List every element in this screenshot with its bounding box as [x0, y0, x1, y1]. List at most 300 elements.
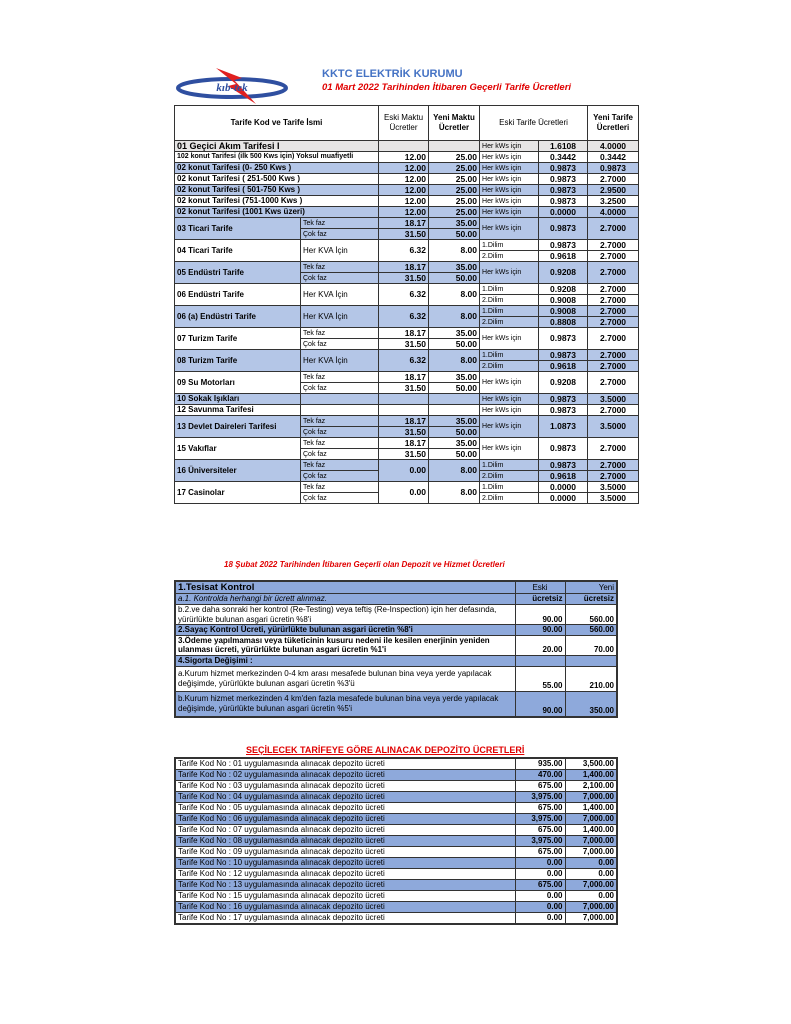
- phase-label: Çok faz: [301, 339, 379, 350]
- kibtek-logo: [176, 66, 288, 106]
- tariff-row: [175, 152, 639, 163]
- old-fee: 90.00: [515, 625, 565, 636]
- rate-tier: 1.Dilim: [480, 306, 539, 317]
- deposit-row: [175, 869, 617, 880]
- new-fixed-fee: 35.00: [429, 372, 480, 383]
- old-rate: 0.9873: [539, 240, 588, 251]
- new-deposit: 7,000.00: [565, 814, 617, 825]
- phase-label: Tek faz: [301, 372, 379, 383]
- old-deposit: 935.00: [515, 758, 565, 770]
- col-header-new-rate: Yeni Tarife Ücretleri: [588, 106, 639, 141]
- new-deposit: 1,400.00: [565, 825, 617, 836]
- tariff-name: 01 Geçici Akım Tarifesi I: [175, 141, 379, 152]
- tariff-row: [175, 460, 639, 471]
- rate-tier: 1.Dilim: [480, 460, 539, 471]
- old-deposit: 470.00: [515, 770, 565, 781]
- old-fee: 90.00: [515, 691, 565, 717]
- new-rate: 2.7000: [588, 328, 639, 350]
- tariff-row: [175, 141, 639, 152]
- fee-row: [175, 655, 617, 666]
- col-header-new-fixed: Yeni Maktu Ücretler: [429, 106, 480, 141]
- old-fixed-fee: 18.17: [379, 372, 429, 383]
- deposit-row: [175, 770, 617, 781]
- deposit-row: [175, 781, 617, 792]
- new-fixed-fee: 8.00: [429, 240, 480, 262]
- old-fixed-fee: 12.00: [379, 174, 429, 185]
- rate-unit: Her kWs için: [480, 372, 539, 394]
- tariff-table: [174, 105, 639, 504]
- new-rate: 2.7000: [588, 438, 639, 460]
- old-rate: 0.9873: [539, 405, 588, 416]
- col-header-old-fixed: Eski Maktu Ücretler: [379, 106, 429, 141]
- deposit-row: [175, 836, 617, 847]
- old-fixed-fee: [379, 141, 429, 152]
- new-rate: 2.7000: [588, 240, 639, 251]
- new-rate: 3.2500: [588, 196, 639, 207]
- tariff-name: 08 Turizm Tarife: [175, 350, 301, 372]
- old-rate: 0.0000: [539, 493, 588, 504]
- new-deposit: 7,000.00: [565, 880, 617, 891]
- old-deposit: 675.00: [515, 847, 565, 858]
- header-row: [175, 581, 617, 594]
- phase-label: Çok faz: [301, 229, 379, 240]
- new-rate: 0.9873: [588, 163, 639, 174]
- new-fee: 560.00: [565, 604, 617, 624]
- fee-label: 4.Sigorta Değişimi :: [175, 655, 515, 666]
- old-deposit: 675.00: [515, 781, 565, 792]
- new-fixed-fee: 25.00: [429, 185, 480, 196]
- old-fixed-fee: 12.00: [379, 163, 429, 174]
- new-deposit: 7,000.00: [565, 902, 617, 913]
- tariff-row: [175, 372, 639, 383]
- empty-cell: [301, 394, 379, 405]
- empty-cell: [429, 394, 480, 405]
- rate-tier: 2.Dilim: [480, 317, 539, 328]
- new-fee: ücretsiz: [565, 594, 617, 605]
- new-deposit: 7,000.00: [565, 792, 617, 803]
- new-fee: 70.00: [565, 635, 617, 655]
- old-fixed-fee: 31.50: [379, 449, 429, 460]
- old-deposit: 0.00: [515, 869, 565, 880]
- old-rate: 0.9873: [539, 328, 588, 350]
- old-rate: 0.9873: [539, 350, 588, 361]
- rate-unit: Her kWs için: [480, 152, 539, 163]
- phase-label: Çok faz: [301, 383, 379, 394]
- deposit-row: [175, 803, 617, 814]
- old-fixed-fee: 6.32: [379, 306, 429, 328]
- old-fee: [515, 655, 565, 666]
- new-deposit: 0.00: [565, 858, 617, 869]
- old-rate: 0.9873: [539, 174, 588, 185]
- old-rate: 0.9008: [539, 306, 588, 317]
- fee-label: b.Kurum hizmet merkezinden 4 km'den fazla mesafede bulunan bina veya yerde yapılacak değişimde, yürürlükte bulunan asgari ücretin %5'i: [175, 691, 515, 717]
- rate-unit: Her kWs için: [480, 328, 539, 350]
- rate-tier: 1.Dilim: [480, 284, 539, 295]
- deposit-row: [175, 792, 617, 803]
- tariff-name: 10 Sokak Işıkları: [175, 394, 301, 405]
- new-fee: 210.00: [565, 666, 617, 691]
- old-fixed-fee: 6.32: [379, 284, 429, 306]
- tariff-name: 02 konut Tarifesi ( 251-500 Kws ): [175, 174, 379, 185]
- fee-row: [175, 604, 617, 624]
- new-rate: 4.0000: [588, 207, 639, 218]
- deposit-label: Tarife Kod No : 06 uygulamasında alınacak depozito ücreti: [175, 814, 515, 825]
- rate-unit: Her kWs için: [480, 207, 539, 218]
- old-rate: 0.9873: [539, 460, 588, 471]
- tariff-row: [175, 163, 639, 174]
- new-fixed-fee: 8.00: [429, 284, 480, 306]
- deposit-label: Tarife Kod No : 04 uygulamasında alınacak depozito ücreti: [175, 792, 515, 803]
- old-fixed-fee: 0.00: [379, 482, 429, 504]
- new-rate: 3.5000: [588, 416, 639, 438]
- deposit-label: Tarife Kod No : 08 uygulamasında alınacak depozito ücreti: [175, 836, 515, 847]
- new-fixed-fee: [429, 141, 480, 152]
- tariff-row: [175, 416, 639, 427]
- phase-label: Tek faz: [301, 460, 379, 471]
- rate-unit: Her kWs için: [480, 405, 539, 416]
- new-deposit: 0.00: [565, 891, 617, 902]
- old-fee: ücretsiz: [515, 594, 565, 605]
- tariff-row: [175, 394, 639, 405]
- new-fixed-fee: 50.00: [429, 383, 480, 394]
- new-fixed-fee: 50.00: [429, 229, 480, 240]
- deposit-label: Tarife Kod No : 01 uygulamasında alınacak depozito ücreti: [175, 758, 515, 770]
- tariff-row: [175, 438, 639, 449]
- old-rate: 0.8808: [539, 317, 588, 328]
- new-fixed-fee: 8.00: [429, 306, 480, 328]
- rate-tier: 1.Dilim: [480, 240, 539, 251]
- old-rate: 1.6108: [539, 141, 588, 152]
- phase-label: Tek faz: [301, 438, 379, 449]
- tariff-name: 16 Üniversiteler: [175, 460, 301, 482]
- new-rate: 2.7000: [588, 372, 639, 394]
- old-rate: 0.9618: [539, 471, 588, 482]
- deposit-row: [175, 913, 617, 925]
- old-rate: 0.0000: [539, 207, 588, 218]
- new-rate: 2.7000: [588, 295, 639, 306]
- deposit-label: Tarife Kod No : 15 uygulamasında alınacak depozito ücreti: [175, 891, 515, 902]
- old-deposit: 675.00: [515, 825, 565, 836]
- col-header-old: Eski: [515, 581, 565, 594]
- tariff-name: 02 konut Tarifesi (751-1000 Kws ): [175, 196, 379, 207]
- old-deposit: 0.00: [515, 858, 565, 869]
- phase-label: Tek faz: [301, 262, 379, 273]
- old-rate: 0.9618: [539, 251, 588, 262]
- old-rate: 0.9008: [539, 295, 588, 306]
- tariff-name: 02 konut Tarifesi ( 501-750 Kws ): [175, 185, 379, 196]
- deposit-label: Tarife Kod No : 02 uygulamasında alınacak depozito ücreti: [175, 770, 515, 781]
- tariff-name: 12 Savunma Tarifesi: [175, 405, 301, 416]
- new-fixed-fee: 25.00: [429, 196, 480, 207]
- new-fee: 560.00: [565, 625, 617, 636]
- old-deposit: 675.00: [515, 880, 565, 891]
- old-rate: 1.0873: [539, 416, 588, 438]
- deposit-label: Tarife Kod No : 17 uygulamasında alınacak depozito ücreti: [175, 913, 515, 925]
- old-rate: 0.9873: [539, 438, 588, 460]
- empty-cell: [301, 405, 379, 416]
- old-fixed-fee: 12.00: [379, 152, 429, 163]
- tariff-name: 03 Ticari Tarife: [175, 218, 301, 240]
- old-rate: 0.0000: [539, 482, 588, 493]
- fee-label: 2.Sayaç Kontrol Ücreti, yürürlükte bulunan asgari ücretin %8'i: [175, 625, 515, 636]
- phase-label: Tek faz: [301, 416, 379, 427]
- new-deposit: 0.00: [565, 869, 617, 880]
- deposit-row: [175, 858, 617, 869]
- old-fixed-fee: 18.17: [379, 328, 429, 339]
- tariff-row: [175, 218, 639, 229]
- new-rate: 2.7000: [588, 350, 639, 361]
- deposit-label: Tarife Kod No : 16 uygulamasında alınacak depozito ücreti: [175, 902, 515, 913]
- old-fixed-fee: 18.17: [379, 218, 429, 229]
- deposit-fees-table: [174, 757, 618, 925]
- rate-tier: 2.Dilim: [480, 295, 539, 306]
- deposit-label: Tarife Kod No : 12 uygulamasında alınacak depozito ücreti: [175, 869, 515, 880]
- fee-label: b.2.ve daha sonraki her kontrol (Re-Testing) veya teftiş (Re-Inspection) için her defasında, yürürlükte bulunan asgari ücretin %8'i: [175, 604, 515, 624]
- new-rate: 3.5000: [588, 493, 639, 504]
- rate-tier: 1.Dilim: [480, 350, 539, 361]
- new-rate: 2.7000: [588, 405, 639, 416]
- old-fixed-fee: 31.50: [379, 229, 429, 240]
- fee-row: [175, 635, 617, 655]
- phase-label: Çok faz: [301, 427, 379, 438]
- deposit-row: [175, 814, 617, 825]
- new-rate: 2.7000: [588, 284, 639, 295]
- deposit-label: Tarife Kod No : 10 uygulamasında alınacak depozito ücreti: [175, 858, 515, 869]
- new-fixed-fee: 50.00: [429, 449, 480, 460]
- tariff-row: [175, 174, 639, 185]
- kva-label: Her KVA İçin: [301, 350, 379, 372]
- new-fixed-fee: 35.00: [429, 438, 480, 449]
- new-rate: 2.7000: [588, 251, 639, 262]
- old-fee: 90.00: [515, 604, 565, 624]
- empty-cell: [429, 405, 480, 416]
- fee-label: 3.Ödeme yapılmaması veya tüketicinin kusuru nedeni ile kesilen enerjinin yeniden ulanması ücreti, yürürlükte bulunan asgari ücretin %1'i: [175, 635, 515, 655]
- new-fixed-fee: 50.00: [429, 339, 480, 350]
- fee-label: a.1. Kontrolda herhangi bir ücrett alınmaz.: [175, 594, 515, 605]
- old-deposit: 3,975.00: [515, 814, 565, 825]
- col-header-new: Yeni: [565, 581, 617, 594]
- rate-unit: Her kWs için: [480, 262, 539, 284]
- old-rate: 0.9873: [539, 196, 588, 207]
- section-heading: 1.Tesisat Kontrol: [175, 581, 515, 594]
- old-rate: 0.9873: [539, 394, 588, 405]
- tariff-name: 05 Endüstri Tarife: [175, 262, 301, 284]
- rate-unit: Her kWs için: [480, 163, 539, 174]
- old-rate: 0.9618: [539, 361, 588, 372]
- new-deposit: 7,000.00: [565, 847, 617, 858]
- old-fixed-fee: 31.50: [379, 427, 429, 438]
- tariff-name: 02 konut Tarifesi (1001 Kws üzeri): [175, 207, 379, 218]
- tariff-row: [175, 240, 639, 251]
- org-name: KKTC ELEKTRİK KURUMU: [322, 68, 463, 80]
- new-deposit: 3,500.00: [565, 758, 617, 770]
- phase-label: Çok faz: [301, 449, 379, 460]
- old-fixed-fee: 0.00: [379, 460, 429, 482]
- new-fixed-fee: 35.00: [429, 262, 480, 273]
- rate-unit: Her kWs için: [480, 394, 539, 405]
- old-rate: 0.9873: [539, 218, 588, 240]
- new-rate: 2.7000: [588, 471, 639, 482]
- old-fee: 55.00: [515, 666, 565, 691]
- rate-unit: Her kWs için: [480, 438, 539, 460]
- tariff-row: [175, 482, 639, 493]
- old-rate: 0.9208: [539, 372, 588, 394]
- empty-cell: [379, 405, 429, 416]
- phase-label: Çok faz: [301, 273, 379, 284]
- tariff-row: [175, 196, 639, 207]
- rate-unit: Her kWs için: [480, 416, 539, 438]
- old-fixed-fee: 12.00: [379, 196, 429, 207]
- fee-row: [175, 691, 617, 717]
- old-rate: 0.9873: [539, 185, 588, 196]
- phase-label: Çok faz: [301, 471, 379, 482]
- old-deposit: 3,975.00: [515, 792, 565, 803]
- new-fixed-fee: 50.00: [429, 427, 480, 438]
- old-rate: 0.9873: [539, 163, 588, 174]
- header-row: [175, 106, 639, 141]
- new-deposit: 7,000.00: [565, 836, 617, 847]
- deposit-label: Tarife Kod No : 09 uygulamasında alınacak depozito ücreti: [175, 847, 515, 858]
- new-deposit: 1,400.00: [565, 770, 617, 781]
- old-fixed-fee: 12.00: [379, 207, 429, 218]
- tariff-name: 06 (a) Endüstri Tarife: [175, 306, 301, 328]
- kva-label: Her KVA İçin: [301, 306, 379, 328]
- deposit-row: [175, 880, 617, 891]
- new-rate: 3.5000: [588, 482, 639, 493]
- tariff-name: 17 Casinolar: [175, 482, 301, 504]
- deposit-row: [175, 902, 617, 913]
- phase-label: Tek faz: [301, 328, 379, 339]
- old-rate: 0.9208: [539, 262, 588, 284]
- rate-tier: 2.Dilim: [480, 493, 539, 504]
- old-deposit: 675.00: [515, 803, 565, 814]
- new-fixed-fee: 35.00: [429, 328, 480, 339]
- phase-label: Tek faz: [301, 218, 379, 229]
- new-fixed-fee: 35.00: [429, 218, 480, 229]
- new-fixed-fee: 8.00: [429, 482, 480, 504]
- old-fixed-fee: 18.17: [379, 416, 429, 427]
- deposit-label: Tarife Kod No : 07 uygulamasında alınacak depozito ücreti: [175, 825, 515, 836]
- old-deposit: 0.00: [515, 902, 565, 913]
- deposit-row: [175, 891, 617, 902]
- service-fees-title: 18 Şubat 2022 Tarihinden İtibaren Geçerli olan Depozit ve Hizmet Ücretleri: [224, 560, 505, 569]
- new-deposit: 1,400.00: [565, 803, 617, 814]
- old-deposit: 0.00: [515, 891, 565, 902]
- fee-row: [175, 666, 617, 691]
- tariff-row: [175, 262, 639, 273]
- deposit-label: Tarife Kod No : 03 uygulamasında alınacak depozito ücreti: [175, 781, 515, 792]
- old-fixed-fee: 31.50: [379, 383, 429, 394]
- old-fee: 20.00: [515, 635, 565, 655]
- service-fees-table: [174, 580, 618, 718]
- tariff-row: [175, 284, 639, 295]
- new-rate: 2.7000: [588, 306, 639, 317]
- old-fixed-fee: 12.00: [379, 185, 429, 196]
- tariff-row: [175, 185, 639, 196]
- phase-label: Tek faz: [301, 482, 379, 493]
- new-fee: 350.00: [565, 691, 617, 717]
- new-fixed-fee: 25.00: [429, 152, 480, 163]
- tariff-name: 09 Su Motorları: [175, 372, 301, 394]
- deposit-fees-title: SEÇİLECEK TARİFEYE GÖRE ALINACAK DEPOZİTO ÜCRETLERİ: [246, 745, 525, 755]
- tariff-name: 02 konut Tarifesi (0- 250 Kws ): [175, 163, 379, 174]
- rate-tier: 2.Dilim: [480, 361, 539, 372]
- new-rate: 2.7000: [588, 317, 639, 328]
- tariff-name: 06 Endüstri Tarife: [175, 284, 301, 306]
- old-deposit: 0.00: [515, 913, 565, 925]
- tariff-name: 13 Devlet Daireleri Tarifesi: [175, 416, 301, 438]
- new-deposit: 7,000.00: [565, 913, 617, 925]
- rate-tier: 2.Dilim: [480, 251, 539, 262]
- new-deposit: 2,100.00: [565, 781, 617, 792]
- logo-text: kıb-tek: [216, 82, 248, 94]
- tariff-row: [175, 306, 639, 317]
- old-fixed-fee: 31.50: [379, 339, 429, 350]
- new-fixed-fee: 25.00: [429, 174, 480, 185]
- old-fixed-fee: 6.32: [379, 240, 429, 262]
- new-rate: 2.7000: [588, 174, 639, 185]
- page-subtitle: 01 Mart 2022 Tarihinden İtibaren Geçerli Tarife Ücretleri: [322, 82, 572, 93]
- deposit-label: Tarife Kod No : 05 uygulamasında alınacak depozito ücreti: [175, 803, 515, 814]
- old-fixed-fee: 18.17: [379, 438, 429, 449]
- fee-row: [175, 625, 617, 636]
- deposit-row: [175, 758, 617, 770]
- col-header-old-rate: Eski Tarife Ücretleri: [480, 106, 588, 141]
- old-fixed-fee: 18.17: [379, 262, 429, 273]
- old-fixed-fee: 31.50: [379, 273, 429, 284]
- deposit-row: [175, 847, 617, 858]
- new-rate: 2.7000: [588, 460, 639, 471]
- old-rate: 0.3442: [539, 152, 588, 163]
- new-fixed-fee: 35.00: [429, 416, 480, 427]
- tariff-row: [175, 328, 639, 339]
- new-fixed-fee: 8.00: [429, 460, 480, 482]
- tariff-name: 102 konut Tarifesi (ilk 500 Kws için) Yoksul muafiyetli: [175, 152, 379, 163]
- new-fixed-fee: 50.00: [429, 273, 480, 284]
- old-fixed-fee: 6.32: [379, 350, 429, 372]
- old-deposit: 3,975.00: [515, 836, 565, 847]
- kva-label: Her KVA İçin: [301, 284, 379, 306]
- rate-unit: Her kWs için: [480, 174, 539, 185]
- new-rate: 2.9500: [588, 185, 639, 196]
- new-fixed-fee: 25.00: [429, 163, 480, 174]
- rate-unit: Her kWs için: [480, 218, 539, 240]
- new-rate: 0.3442: [588, 152, 639, 163]
- rate-unit: Her kWs için: [480, 141, 539, 152]
- rate-tier: 2.Dilim: [480, 471, 539, 482]
- new-fixed-fee: 8.00: [429, 350, 480, 372]
- new-rate: 2.7000: [588, 361, 639, 372]
- fee-label: a.Kurum hizmet merkezinden 0-4 km arası mesafede bulunan bina veya yerde yapılacak değişimde, yürürlükte bulunan asgari ücretin %3'ü: [175, 666, 515, 691]
- new-fixed-fee: 25.00: [429, 207, 480, 218]
- deposit-row: [175, 825, 617, 836]
- phase-label: Çok faz: [301, 493, 379, 504]
- rate-unit: Her kWs için: [480, 196, 539, 207]
- new-rate: 4.0000: [588, 141, 639, 152]
- deposit-label: Tarife Kod No : 13 uygulamasında alınacak depozito ücreti: [175, 880, 515, 891]
- new-fee: [565, 655, 617, 666]
- kva-label: Her KVA İçin: [301, 240, 379, 262]
- tariff-row: [175, 405, 639, 416]
- rate-unit: Her kWs için: [480, 185, 539, 196]
- new-rate: 2.7000: [588, 218, 639, 240]
- tariff-row: [175, 350, 639, 361]
- fee-row: [175, 594, 617, 605]
- tariff-row: [175, 207, 639, 218]
- empty-cell: [379, 394, 429, 405]
- rate-tier: 1.Dilim: [480, 482, 539, 493]
- tariff-name: 07 Turizm Tarife: [175, 328, 301, 350]
